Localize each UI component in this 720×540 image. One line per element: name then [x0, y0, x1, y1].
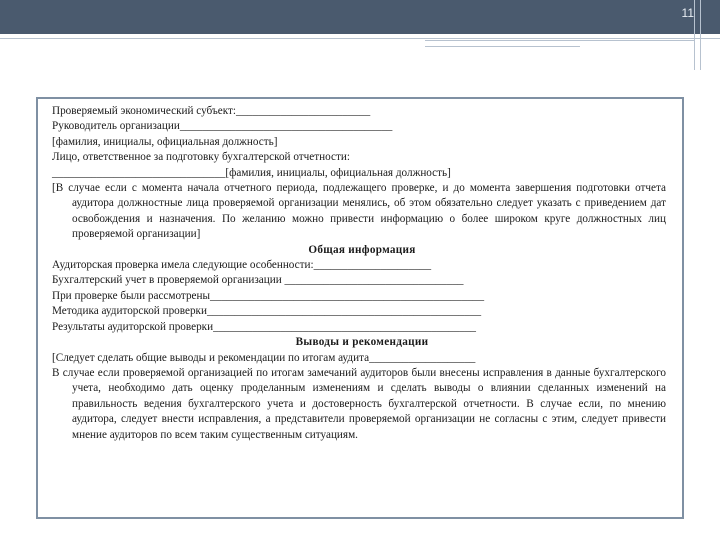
- decorative-line: [700, 0, 701, 70]
- head-line: Руководитель организации______________________________________: [52, 120, 393, 133]
- general-info-heading: Общая информация: [308, 243, 416, 256]
- reviewed-line: При проверке были рассмотрены_________________________________________________: [52, 289, 485, 302]
- document-frame: [36, 97, 684, 519]
- decorative-line: [425, 40, 695, 41]
- features-line: Аудиторская проверка имела следующие особенности:_____________________: [52, 259, 432, 272]
- methodology-line: Методика аудиторской проверки_________________________________________________: [52, 305, 482, 318]
- conclusions-heading: Выводы и рекомендации: [295, 336, 429, 349]
- decorative-line: [694, 0, 695, 70]
- decorative-line: [425, 46, 580, 47]
- officials-note: [В случае если с момента начала отчетного периода, подлежащего проверке, и до момента завершения подготовки отчета аудитора должностные лица проверяемой организации менялись, об этом обязательно следует указать с приведением дат освобождения и назначения. По желанию можно привести информацию о более широком круге должностных лиц проверяемой организации]: [52, 182, 666, 241]
- top-bar: [0, 0, 720, 34]
- responsible-blank: _______________________________[фамилия, инициалы, официальная должность]: [52, 166, 451, 179]
- head-hint: [фамилия, инициалы, официальная должность]: [52, 135, 278, 148]
- conclusions-line: [Следует сделать общие выводы и рекомендации по итогам аудита___________________: [52, 351, 476, 364]
- entity-line: Проверяемый экономический субъект:________________________: [52, 105, 371, 117]
- corrections-paragraph: В случае если проверяемой организацией по итогам замечаний аудиторов были внесены исправления в данные бухгалтерского учета, необходимо дать оценку проделанным изменениям и сделать выводы о влиянии сделанных изменений на правильность ведения бухгалтерского учета и достоверность бухгалтерской отчетности. В случае если, по мнению аудитора, следует внести исправления, а представители проверяемой организации не согласны с этим, следует привести мнение аудиторов по всем таким существенным ситуациям.: [52, 366, 666, 441]
- slide-number: 11: [681, 6, 694, 20]
- accounting-line: Бухгалтерский учет в проверяемой организации ________________________________: [52, 274, 464, 287]
- decorative-line: [0, 38, 720, 39]
- results-line: Результаты аудиторской проверки_______________________________________________: [52, 320, 477, 333]
- responsible-line: Лицо, ответственное за подготовку бухгалтерской отчетности:: [52, 151, 350, 164]
